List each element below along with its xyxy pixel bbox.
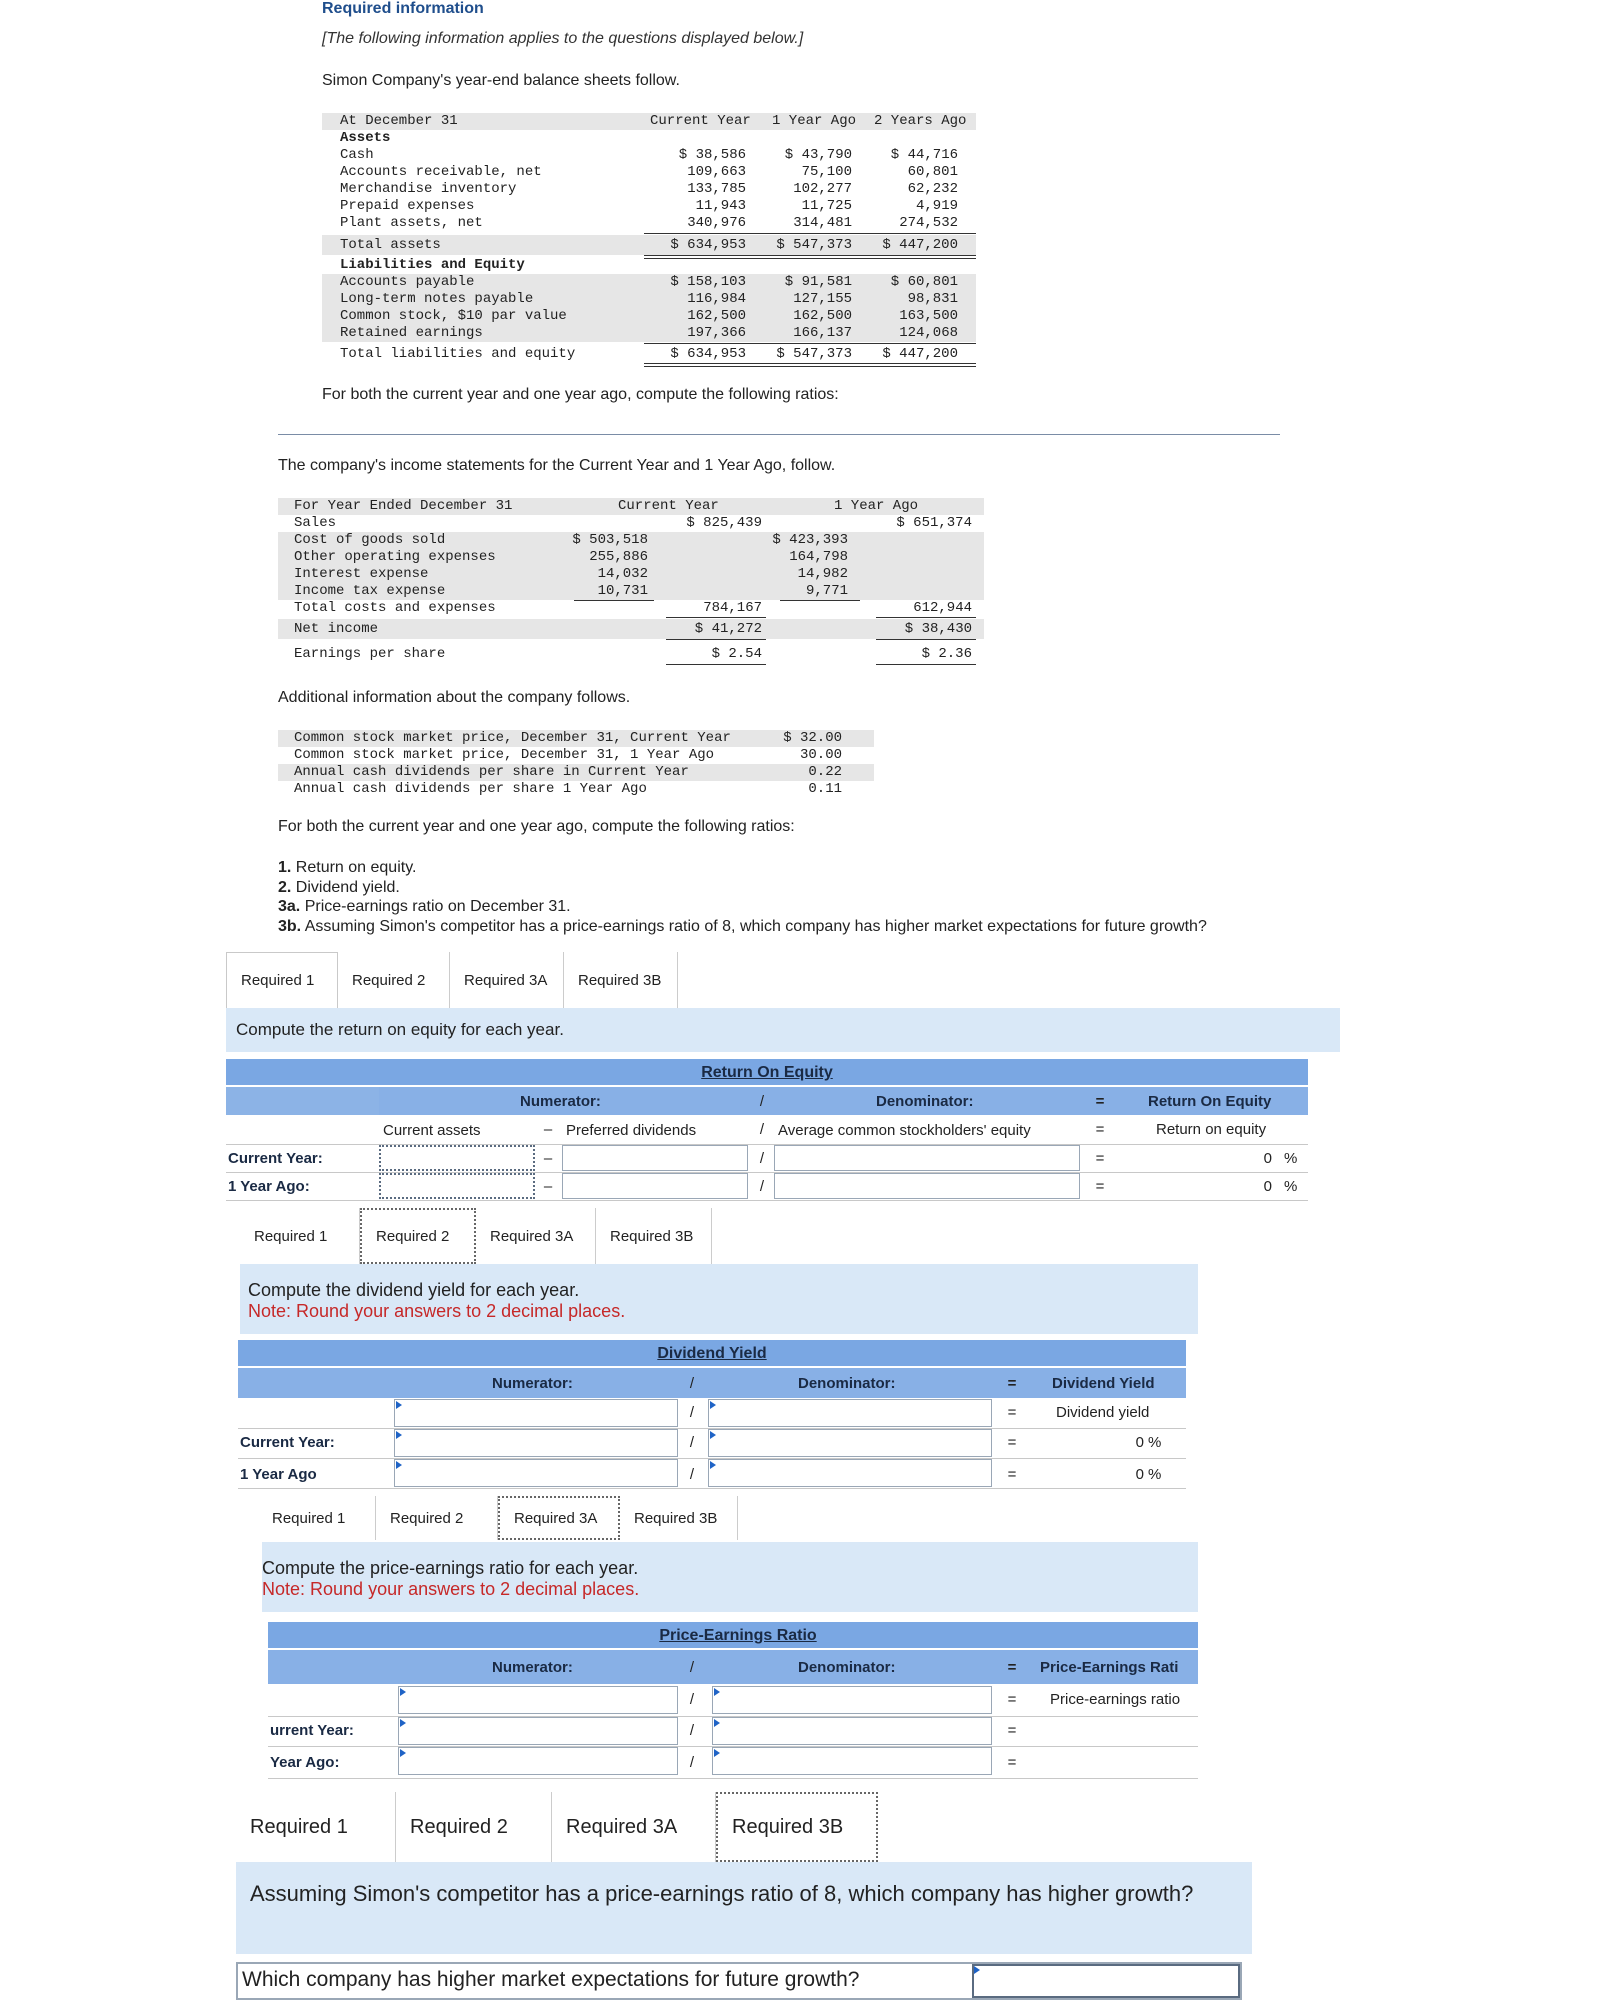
is-cell: $ 503,518	[572, 532, 648, 548]
roe-prior-result: 0	[1263, 1178, 1272, 1195]
add-value: $ 32.00	[783, 730, 842, 746]
dy-slash: /	[689, 1404, 695, 1421]
tab-required-3a[interactable]: Required 3A	[450, 952, 564, 1008]
pe-prior-num-input[interactable]	[398, 1747, 678, 1775]
is-row-label: Sales	[294, 515, 337, 531]
dy-equals: =	[1007, 1404, 1017, 1421]
pe-equals: =	[1007, 1659, 1017, 1676]
is-cell: 9,771	[805, 583, 848, 599]
dy-equals: =	[1007, 1434, 1017, 1451]
roe-result-sub: Return on equity	[1156, 1121, 1267, 1138]
bs-row-label: Common stock, $10 par value	[340, 308, 567, 324]
tab-required-2[interactable]: Required 2	[376, 1496, 498, 1540]
roe-title: Return On Equity	[701, 1064, 833, 1081]
dy-current-num-input[interactable]	[394, 1429, 678, 1457]
tab-bar-roe	[226, 952, 678, 1008]
roe-denominator-label: Denominator:	[876, 1093, 974, 1110]
tab-required-2[interactable]: Required 2	[360, 1208, 476, 1264]
dy-num-label-input[interactable]	[394, 1399, 678, 1427]
tab-required-1[interactable]: Required 1	[226, 952, 338, 1008]
dy-note: Note: Round your answers to 2 decimal places.	[248, 1301, 626, 1321]
tab-required-1[interactable]: Required 1	[240, 1208, 360, 1264]
q-num: 3b.	[278, 917, 302, 935]
dy-prior-result: 0	[1135, 1466, 1144, 1483]
is-row-label: Net income	[294, 621, 379, 637]
dy-row-prior: 1 Year Ago	[240, 1466, 317, 1483]
tab-required-3a[interactable]: Required 3A	[498, 1496, 620, 1540]
bs-cell: 340,976	[687, 215, 746, 231]
tab-bar-dy	[240, 1208, 712, 1264]
is-col-current: Current Year	[618, 498, 719, 514]
pe-equals: =	[1007, 1691, 1017, 1708]
add-value: 0.11	[808, 781, 842, 797]
dy-slash: /	[689, 1375, 695, 1392]
roe-prior-num-b-input[interactable]	[562, 1173, 748, 1199]
is-cell: $ 2.36	[921, 646, 972, 662]
pe-result-sub: Price-earnings ratio	[1050, 1691, 1181, 1708]
roe-current-num-b-input[interactable]	[562, 1145, 748, 1171]
bs-cell: 162,500	[793, 308, 852, 324]
bs-cell: 102,277	[793, 181, 852, 197]
tab-required-3b[interactable]: Required 3B	[716, 1792, 878, 1862]
tab-required-3a[interactable]: Required 3A	[476, 1208, 596, 1264]
pe-den-label-input[interactable]	[712, 1686, 992, 1714]
bs-cell: 127,155	[793, 291, 852, 307]
tab-required-3b[interactable]: Required 3B	[564, 952, 678, 1008]
bs-cell: 133,785	[687, 181, 746, 197]
pe-row-current: urrent Year:	[270, 1722, 354, 1739]
is-row-label: Cost of goods sold	[294, 532, 446, 548]
pe-num-label-input[interactable]	[398, 1686, 678, 1714]
bs-row-label: Accounts receivable, net	[340, 164, 542, 180]
bs-cell: $ 447,200	[882, 237, 958, 253]
dy-slash: /	[689, 1434, 695, 1451]
dy-current-den-input[interactable]	[708, 1429, 992, 1457]
roe-current-result: 0	[1263, 1150, 1272, 1167]
pe-title: Price-Earnings Ratio	[659, 1627, 817, 1644]
pe-row-prior: Year Ago:	[270, 1754, 340, 1771]
is-cell: 14,032	[597, 566, 648, 582]
is-col-prior: 1 Year Ago	[834, 498, 919, 514]
dy-equals: =	[1007, 1466, 1017, 1483]
roe-prior-pct: %	[1284, 1178, 1298, 1195]
q-num: 3a.	[278, 898, 301, 915]
dy-slash: /	[689, 1466, 695, 1483]
bs-cell: $ 60,801	[890, 274, 958, 290]
q3b-instruction-panel	[236, 1862, 1252, 1954]
is-cell: $ 423,393	[772, 532, 848, 548]
bs-cell: 11,943	[695, 198, 746, 214]
bs-assets-label: Assets	[340, 130, 391, 146]
pe-slash: /	[689, 1754, 695, 1771]
roe-minus: –	[543, 1178, 553, 1195]
is-row-label: Other operating expenses	[294, 549, 496, 565]
dy-title: Dividend Yield	[657, 1345, 767, 1362]
dy-result-sub: Dividend yield	[1056, 1404, 1150, 1421]
dy-den-label-input[interactable]	[708, 1399, 992, 1427]
tab-required-3b[interactable]: Required 3B	[596, 1208, 712, 1264]
add-label: Annual cash dividends per share in Current Year	[294, 764, 689, 780]
income-statement-table	[278, 498, 984, 666]
bs-row-label: Accounts payable	[340, 274, 475, 290]
bs-cell: $ 547,373	[776, 346, 852, 362]
is-cell: $ 41,272	[694, 621, 762, 637]
bs-col-2yr: 2 Years Ago	[874, 113, 967, 129]
bs-cell: 98,831	[907, 291, 958, 307]
is-header-left: For Year Ended December 31	[294, 498, 513, 514]
roe-equals: =	[1095, 1150, 1105, 1167]
roe-num-a-label[interactable]: Current assets	[379, 1117, 535, 1143]
income-intro: The company's income statements for the Current Year and 1 Year Ago, follow.	[278, 457, 836, 474]
pe-current-num-input[interactable]	[398, 1717, 678, 1745]
roe-current-den-input[interactable]	[774, 1145, 1080, 1171]
q3b-question: Which company has higher market expectations for future growth?	[242, 1968, 860, 1991]
add-value: 0.22	[808, 764, 842, 780]
bs-cell: 314,481	[793, 215, 852, 231]
roe-row-current: Current Year:	[228, 1150, 323, 1167]
is-row-label: Total costs and expenses	[294, 600, 496, 616]
tab-bar-3b	[236, 1792, 878, 1862]
bs-cell: 4,919	[915, 198, 958, 214]
is-cell: $ 825,439	[686, 515, 762, 531]
bs-cell: 163,500	[899, 308, 958, 324]
bs-cell: $ 44,716	[890, 147, 958, 163]
q-text: Price-earnings ratio on December 31.	[300, 898, 571, 915]
bs-cell: 274,532	[899, 215, 958, 231]
tab-required-2[interactable]: Required 2	[338, 952, 450, 1008]
dy-result-label: Dividend Yield	[1052, 1375, 1155, 1392]
q-num: 1.	[278, 859, 292, 876]
roe-equals: =	[1095, 1093, 1105, 1110]
dy-instruction: Compute the dividend yield for each year.	[248, 1280, 580, 1300]
tab-required-3a[interactable]: Required 3A	[552, 1792, 716, 1862]
roe-current-num-a-input[interactable]	[379, 1145, 535, 1171]
bs-cell: $ 634,953	[670, 346, 746, 362]
pe-slash: /	[689, 1722, 695, 1739]
roe-row-prior: 1 Year Ago:	[228, 1178, 310, 1195]
pe-equals: =	[1007, 1754, 1017, 1771]
add-value: 30.00	[799, 747, 842, 763]
bs-cell: 109,663	[687, 164, 746, 180]
pe-slash: /	[689, 1691, 695, 1708]
roe-num-b-label[interactable]: Preferred dividends	[562, 1117, 748, 1143]
add-label: Annual cash dividends per share 1 Year Ago	[294, 781, 647, 797]
tab-required-1[interactable]: Required 1	[258, 1496, 376, 1540]
pe-result-label: Price-Earnings Rati	[1040, 1659, 1179, 1676]
is-cell: 784,167	[703, 600, 762, 616]
roe-instruction: Compute the return on equity for each year.	[236, 1020, 564, 1039]
bs-cell: $ 634,953	[670, 237, 746, 253]
q3b-answer-select[interactable]	[972, 1964, 1240, 1998]
q-text: Dividend yield.	[291, 878, 400, 896]
bs-row-label: Plant assets, net	[340, 215, 483, 231]
bs-cell: 162,500	[687, 308, 746, 324]
roe-slash: /	[759, 1093, 765, 1110]
bs-cell: $ 158,103	[670, 274, 746, 290]
bs-row-label: Cash	[340, 147, 374, 163]
pe-equals: =	[1007, 1722, 1017, 1739]
bs-col-current: Current Year	[650, 113, 751, 129]
dy-row-current: Current Year:	[240, 1434, 335, 1451]
tab-required-3b[interactable]: Required 3B	[620, 1496, 738, 1540]
balance-sheet-table	[322, 113, 976, 363]
roe-numerator-label: Numerator:	[520, 1093, 601, 1110]
is-cell: $ 2.54	[711, 646, 762, 662]
roe-den-label[interactable]: Average common stockholders' equity	[774, 1117, 1080, 1143]
roe-prior-den-input[interactable]	[774, 1173, 1080, 1199]
bs-total-assets-label: Total assets	[340, 237, 441, 253]
divider	[278, 434, 1280, 435]
bs-cell: 62,232	[907, 181, 958, 197]
bs-row-label: Long-term notes payable	[340, 291, 534, 307]
dy-numerator-label: Numerator:	[492, 1375, 573, 1392]
bs-cell: $ 91,581	[784, 274, 852, 290]
bs-cell: 75,100	[801, 164, 852, 180]
dy-prior-den-input[interactable]	[708, 1459, 992, 1487]
is-cell: 14,982	[797, 566, 848, 582]
roe-slash: /	[759, 1178, 765, 1195]
pe-prior-den-input[interactable]	[712, 1747, 992, 1775]
q-text: Return on equity.	[291, 859, 417, 876]
bs-cell: 11,725	[801, 198, 852, 214]
roe-minus: –	[543, 1150, 553, 1167]
q-text: Assuming Simon's competitor has a price-earnings ratio of 8, which company has higher market expectations for future growth?	[301, 917, 1207, 935]
bs-cell: $ 38,586	[678, 147, 746, 163]
tab-required-1[interactable]: Required 1	[236, 1792, 396, 1862]
bs-liab-label: Liabilities and Equity	[340, 257, 525, 273]
applies-note: [The following information applies to the questions displayed below.]	[322, 30, 804, 47]
tab-required-2[interactable]: Required 2	[396, 1792, 552, 1862]
bs-cell: $ 547,373	[776, 237, 852, 253]
is-cell: 10,731	[597, 583, 648, 599]
dy-prior-num-input[interactable]	[394, 1459, 678, 1487]
roe-equals: =	[1095, 1121, 1105, 1138]
add-label: Common stock market price, December 31, 1 Year Ago	[294, 747, 715, 763]
bs-header-left: At December 31	[340, 113, 458, 129]
pe-instruction: Compute the price-earnings ratio for each year.	[262, 1558, 639, 1578]
roe-slash: /	[759, 1121, 765, 1138]
bs-row-label: Prepaid expenses	[340, 198, 475, 214]
is-cell: $ 38,430	[904, 621, 972, 637]
dy-current-result: 0	[1135, 1434, 1144, 1451]
is-cell: 612,944	[913, 600, 972, 616]
q3b-instruction: Assuming Simon's competitor has a price-earnings ratio of 8, which company has higher growth?	[250, 1881, 1194, 1906]
bs-cell: $ 447,200	[882, 346, 958, 362]
pe-numerator-label: Numerator:	[492, 1659, 573, 1676]
required-information-heading: Required information	[322, 0, 484, 17]
roe-slash: /	[759, 1150, 765, 1167]
bs-total-liab-label: Total liabilities and equity	[340, 346, 576, 362]
pe-denominator-label: Denominator:	[798, 1659, 896, 1676]
additional-intro: Additional information about the company follows.	[278, 689, 631, 706]
roe-prior-num-a-input[interactable]	[379, 1173, 535, 1199]
is-row-label: Earnings per share	[294, 646, 446, 662]
bs-cell: $ 43,790	[784, 147, 852, 163]
bs-cell: 197,366	[687, 325, 746, 341]
pe-current-den-input[interactable]	[712, 1717, 992, 1745]
is-cell: 164,798	[789, 549, 848, 565]
bs-cell: 166,137	[793, 325, 852, 341]
add-label: Common stock market price, December 31, Current Year	[294, 730, 731, 746]
bs-cell: 116,984	[687, 291, 746, 307]
dy-header-row	[238, 1368, 1186, 1398]
bs-cell: 124,068	[899, 325, 958, 341]
roe-current-pct: %	[1284, 1150, 1298, 1167]
bs-row-label: Merchandise inventory	[340, 181, 517, 197]
additional-table	[278, 730, 874, 800]
roe-minus: –	[543, 1121, 553, 1138]
tab-bar-pe	[258, 1496, 738, 1540]
bs-cell: 60,801	[907, 164, 958, 180]
pe-slash: /	[689, 1659, 695, 1676]
compute-text-1: For both the current year and one year ago, compute the following ratios:	[322, 386, 839, 403]
is-row-label: Interest expense	[294, 566, 429, 582]
compute-text-2: For both the current year and one year ago, compute the following ratios:	[278, 818, 795, 835]
balance-intro: Simon Company's year-end balance sheets follow.	[322, 72, 680, 89]
bs-row-label: Retained earnings	[340, 325, 483, 341]
bs-col-1yr: 1 Year Ago	[772, 113, 857, 129]
dy-prior-pct: %	[1148, 1466, 1162, 1483]
dy-equals: =	[1007, 1375, 1017, 1392]
is-cell: 255,886	[589, 549, 648, 565]
questions-list	[278, 858, 1207, 936]
q-num: 2.	[278, 878, 292, 896]
roe-equals: =	[1095, 1178, 1105, 1195]
roe-result-label: Return On Equity	[1148, 1093, 1272, 1110]
is-row-label: Income tax expense	[294, 583, 446, 599]
pe-note: Note: Round your answers to 2 decimal places.	[262, 1579, 640, 1599]
dy-current-pct: %	[1148, 1434, 1162, 1451]
dy-denominator-label: Denominator:	[798, 1375, 896, 1392]
is-cell: $ 651,374	[896, 515, 972, 531]
